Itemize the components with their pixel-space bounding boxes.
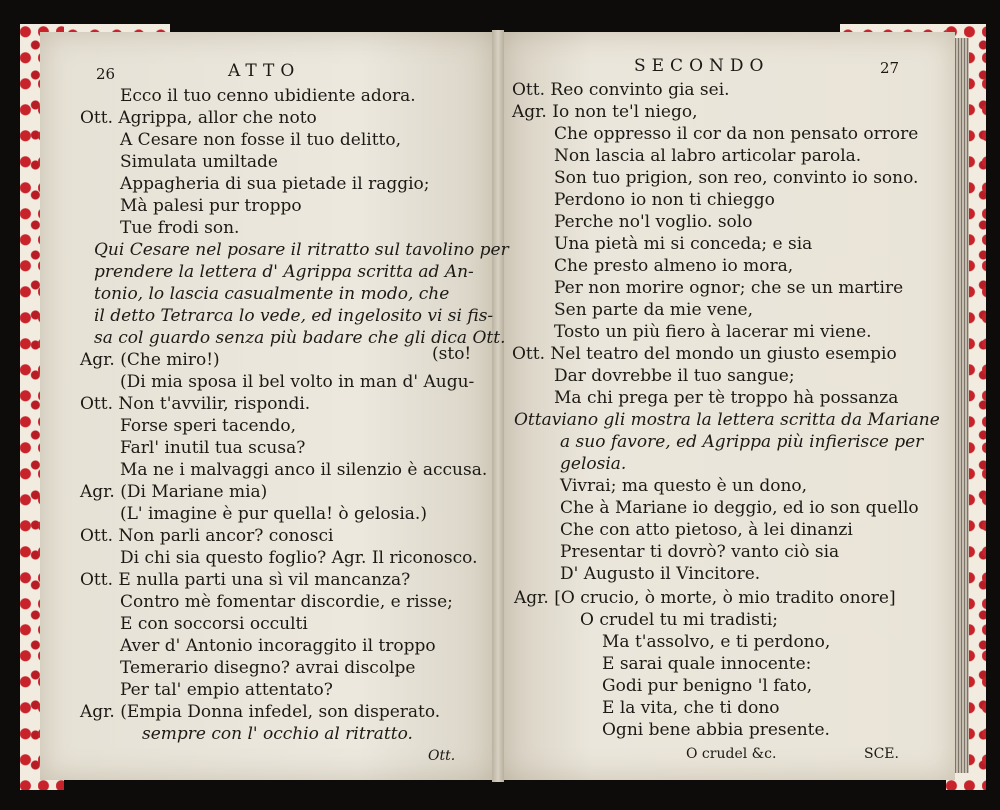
text-line: Presentar ti dovrò? vanto ciò sia [560, 542, 840, 562]
page-number-right: 27 [880, 59, 900, 77]
text-line: Forse speri tacendo, [120, 416, 297, 436]
text-line: Ma chi prega per tè troppo hà possanza [554, 388, 899, 408]
text-line: Agr. (Empia Donna infedel, son disperato. [80, 702, 441, 722]
text-line: Tosto un più fiero à lacerar mi viene. [554, 322, 872, 342]
stage-direction: a suo favore, ed Agrippa più infierisce per [560, 432, 924, 452]
text-line: Ma t'assolvo, e ti perdono, [602, 632, 831, 652]
text-line: Simulata umiltade [120, 152, 278, 172]
text-line: Per tal' empio attentato? [120, 680, 333, 700]
running-head-left: ATTO [228, 61, 301, 81]
running-head-right: SECONDO [634, 56, 770, 76]
text-line: Agr. Io non te'l niego, [512, 102, 698, 122]
text-line: Ecco il tuo cenno ubidiente adora. [120, 86, 416, 106]
text-line: Mà palesi pur troppo [120, 196, 302, 216]
text-line: Contro mè fomentar discordie, e risse; [120, 592, 453, 612]
stage-direction: gelosia. [560, 454, 627, 474]
text-line: Per non morire ognor; che se un martire [554, 278, 904, 298]
text-line: Perche no'l voglio. solo [554, 212, 753, 232]
text-line: Che presto almeno io mora, [554, 256, 794, 276]
text-line: Agr. [O crucio, ò morte, ò mio tradito onore] [514, 588, 896, 608]
text-line: (L' imagine è pur quella! ò gelosia.) [120, 504, 427, 524]
text-line: E la vita, che ti dono [602, 698, 780, 718]
text-line: O crudel tu mi tradisti; [580, 610, 778, 630]
text-line: Di chi sia questo foglio? Agr. Il riconosco. [120, 548, 478, 568]
text-line: Che à Mariane io deggio, ed io son quello [560, 498, 919, 518]
text-line: Agr. (Di Mariane mia) [80, 482, 268, 502]
text-line: Son tuo prigion, son reo, convinto io sono. [554, 168, 919, 188]
page-edges [955, 38, 969, 773]
text-line: Aver d' Antonio incoraggito il troppo [120, 636, 436, 656]
text-line: E con soccorsi occulti [120, 614, 308, 634]
stage-direction: tonio, lo lascia casualmente in modo, che [94, 284, 450, 304]
text-line: Ott. Non t'avvilir, rispondi. [80, 394, 311, 414]
text-line: Non lascia al labro articolar parola. [554, 146, 862, 166]
text-line: Ogni bene abbia presente. [602, 720, 830, 740]
text-line: Appagheria di sua pietade il raggio; [120, 174, 430, 194]
text-line: Ott. Nel teatro del mondo un giusto esempio [512, 344, 897, 364]
text-line: Ott. Agrippa, allor che noto [80, 108, 317, 128]
stage-direction: sempre con l' occhio al ritratto. [142, 724, 413, 744]
stage-direction: Qui Cesare nel posare il ritratto sul tavolino per [94, 240, 509, 260]
text-line: Godi pur benigno 'l fato, [602, 676, 813, 696]
text-line: Ott. Reo convinto gia sei. [512, 80, 730, 100]
text-line: Ma ne i malvaggi anco il silenzio è accusa. [120, 460, 488, 480]
stage-direction: Ottaviano gli mostra la lettera scritta da Mariane [514, 410, 940, 430]
catchword-right-next: SCE. [864, 746, 899, 762]
text-line-fragment: (sto! [432, 344, 472, 364]
stage-direction: prendere la lettera d' Agrippa scritta ad An- [94, 262, 474, 282]
stage-direction: il detto Tetrarca lo vede, ed ingelosito vi si fis- [94, 306, 494, 326]
text-line: Dar dovrebbe il tuo sangue; [554, 366, 795, 386]
text-line: Vivrai; ma questo è un dono, [560, 476, 808, 496]
stage-direction: sa col guardo senza più badare che gli dica Ott. [94, 328, 506, 348]
catchword-left: Ott. [428, 748, 456, 764]
text-line: Tue frodi son. [120, 218, 240, 238]
text-line: Temerario disegno? avrai discolpe [120, 658, 416, 678]
text-line: A Cesare non fosse il tuo delitto, [120, 130, 401, 150]
text-line: Che con atto pietoso, à lei dinanzi [560, 520, 853, 540]
page-number-left: 26 [96, 65, 116, 83]
text-line: Perdono io non ti chieggo [554, 190, 775, 210]
text-line: Ott. E nulla parti una sì vil mancanza? [80, 570, 411, 590]
catchword-right: O crudel &c. [686, 746, 777, 762]
text-line: D' Augusto il Vincitore. [560, 564, 761, 584]
text-line: Agr. (Che miro!) [80, 350, 220, 370]
book-gutter [492, 30, 504, 782]
text-line: Ott. Non parli ancor? conosci [80, 526, 334, 546]
text-line: Sen parte da mie vene, [554, 300, 754, 320]
text-line: (Di mia sposa il bel volto in man d' Augu- [120, 372, 475, 392]
text-line: Che oppresso il cor da non pensato orrore [554, 124, 919, 144]
text-line: Una pietà mi si conceda; e sia [554, 234, 813, 254]
text-line: Farl' inutil tua scusa? [120, 438, 306, 458]
text-line: E sarai quale innocente: [602, 654, 812, 674]
